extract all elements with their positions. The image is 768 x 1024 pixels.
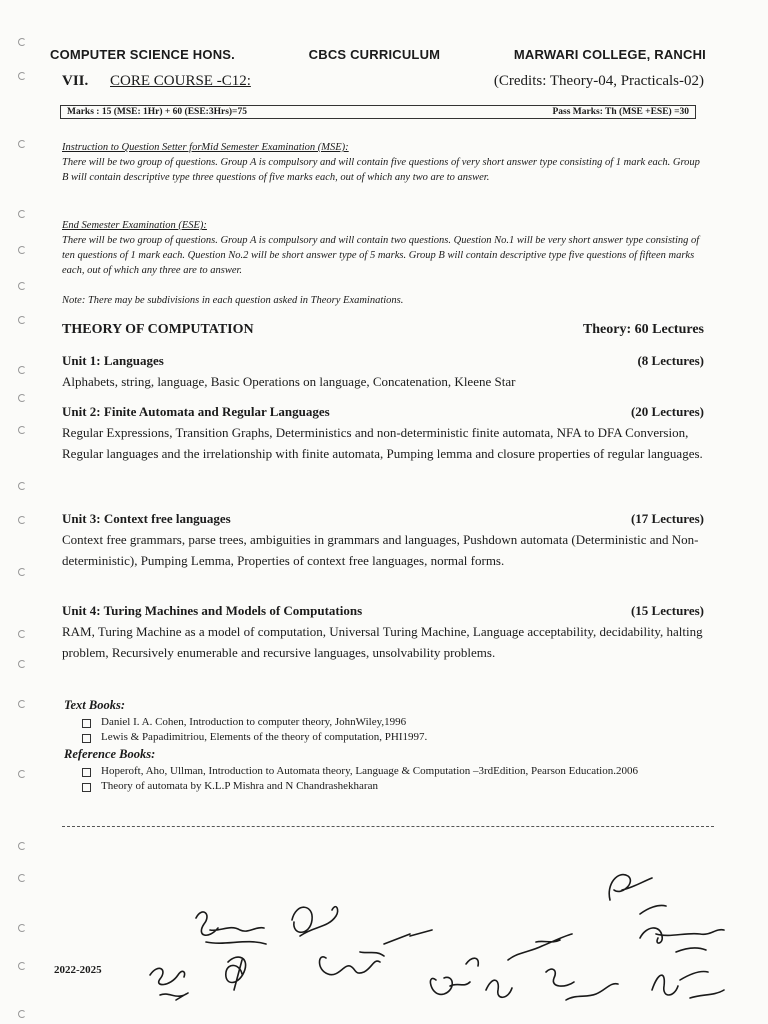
list-item: Daniel I. A. Cohen, Introduction to computer theory, JohnWiley,1996 <box>64 715 704 730</box>
marks-right: Pass Marks: Th (MSE +ESE) =30 <box>552 107 689 117</box>
course-name: CORE COURSE -C12: <box>110 73 251 89</box>
unit-title: Unit 1: Languages <box>62 353 164 368</box>
unit-lectures: (17 Lectures) <box>630 511 704 526</box>
text-books-heading: Text Books: <box>64 698 125 712</box>
exam-note: Note: There may be subdivisions in each question asked in Theory Examinations. <box>62 295 404 306</box>
unit-body: RAM, Turing Machine as a model of computation, Universal Turing Machine, Language acceptability, decidability, halting problem, Recursively enumerable and recursive languages, unsolvability problems. <box>62 624 703 660</box>
unit-title: Unit 2: Finite Automata and Regular Languages <box>62 404 330 419</box>
ese-body: There will be two group of questions. Group A is compulsory and will contain two questions. Question No.1 will be very short answer type consisting of ten questions of 1 mark each. Question No.2 will be short answer type of 5 marks. Group B will contain descriptive type five questions of fifteen marks each, out of which any three are to answer. <box>62 235 700 276</box>
reference-books-heading: Reference Books: <box>64 747 156 761</box>
unit-lectures: (8 Lectures) <box>637 353 704 368</box>
unit-lectures: (20 Lectures) <box>630 404 704 419</box>
unit-body: Regular Expressions, Transition Graphs, Deterministics and non-deterministic finite automata, NFA to DFA Conversion, Regular languages and the irrelationship with finite automata, Pumping lemma and closure properties of regular languages. <box>62 425 703 461</box>
header-right: MARWARI COLLEGE, RANCHI <box>513 47 706 62</box>
course-number: VII. <box>62 73 89 89</box>
unit-body: Context free grammars, parse trees, ambiguities in grammars and languages, Pushdown automata (Deterministic and Non-deterministic), Pumping Lemma, Properties of context free languages, normal forms. <box>62 532 699 568</box>
list-item: Lewis & Papadimitriou, Elements of the theory of computation, PHI1997. <box>64 730 704 745</box>
mse-body: There will be two group of questions. Group A is compulsory and will contain five questions of very short answer type consisting of 1 mark each. Group B will contain descriptive type three questions of five marks each, out of which any two are to answer. <box>62 157 700 183</box>
header-center: CBCS CURRICULUM <box>308 47 441 62</box>
header-left: COMPUTER SCIENCE HONS. <box>50 47 235 62</box>
subject-lectures: Theory: 60 Lectures <box>582 322 704 337</box>
subject-title: THEORY OF COMPUTATION <box>62 322 254 337</box>
list-item: Hoperoft, Aho, Ullman, Introduction to Automata theory, Language & Computation –3rdEdition, Pearson Education.2006 <box>64 764 704 779</box>
marks-left: Marks : 15 (MSE: 1Hr) + 60 (ESE:3Hrs)=75 <box>67 107 247 117</box>
unit-body: Alphabets, string, language, Basic Operations on language, Concatenation, Kleene Star <box>62 374 516 389</box>
mse-heading: Instruction to Question Setter forMid Semester Examination (MSE): <box>62 142 349 153</box>
course-credits: (Credits: Theory-04, Practicals-02) <box>493 73 704 89</box>
unit-title: Unit 4: Turing Machines and Models of Computations <box>62 603 363 618</box>
unit-lectures: (15 Lectures) <box>630 603 704 618</box>
unit-title: Unit 3: Context free languages <box>62 511 231 526</box>
footer-year: 2022-2025 <box>54 964 102 976</box>
ese-heading: End Semester Examination (ESE): <box>62 220 207 231</box>
list-item: Theory of automata by K.L.P Mishra and N Chandrashekharan <box>64 779 704 794</box>
